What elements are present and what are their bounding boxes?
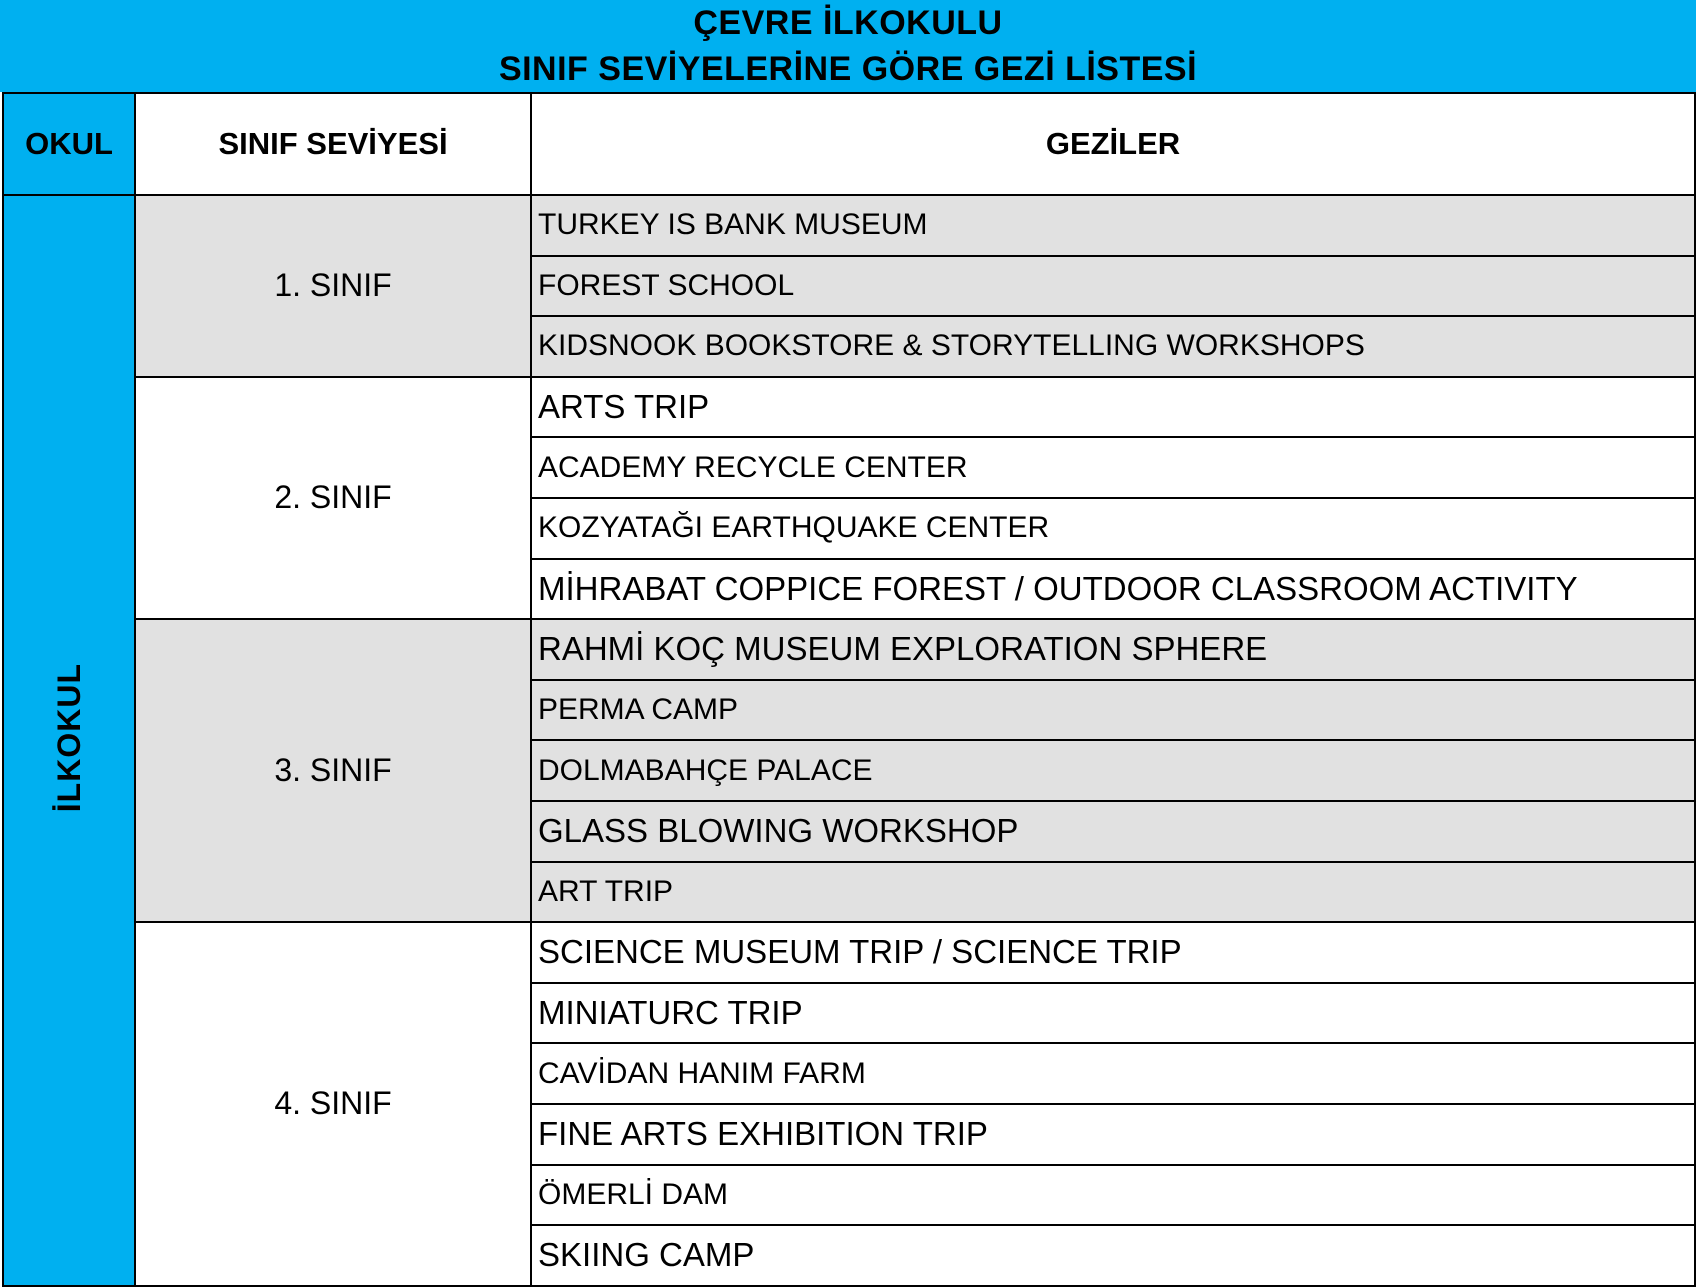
- trip-item: ART TRIP: [531, 862, 1695, 923]
- trip-item: MINIATURC TRIP: [531, 983, 1695, 1044]
- trip-item: ACADEMY RECYCLE CENTER: [531, 437, 1695, 498]
- table-row: [3, 922, 1695, 983]
- grade-label: 1. SINIF: [135, 195, 531, 377]
- header-grade: SINIF SEVİYESİ: [135, 93, 531, 195]
- grade-label: 3. SINIF: [135, 619, 531, 922]
- header-school: OKUL: [3, 93, 135, 195]
- trip-table: [2, 92, 1696, 1287]
- trip-item: SKIING CAMP: [531, 1225, 1695, 1286]
- grade-label: 2. SINIF: [135, 377, 531, 619]
- trip-item: CAVİDAN HANIM FARM: [531, 1043, 1695, 1104]
- table-row: [3, 619, 1695, 680]
- trip-item: ARTS TRIP: [531, 377, 1695, 438]
- table-row: [3, 195, 1695, 256]
- header-trips: GEZİLER: [531, 93, 1695, 195]
- trip-item: FINE ARTS EXHIBITION TRIP: [531, 1104, 1695, 1165]
- title-banner: [0, 0, 1696, 92]
- trip-item: SCIENCE MUSEUM TRIP / SCIENCE TRIP: [531, 922, 1695, 983]
- grade-label: 4. SINIF: [135, 922, 531, 1286]
- trip-item: KIDSNOOK BOOKSTORE & STORYTELLING WORKSHOPS: [531, 316, 1695, 377]
- trip-item: FOREST SCHOOL: [531, 256, 1695, 317]
- trip-item: PERMA CAMP: [531, 680, 1695, 741]
- list-title: SINIF SEVİYELERİNE GÖRE GEZİ LİSTESİ: [498, 50, 1198, 88]
- school-cell: [3, 195, 135, 1286]
- trip-item: GLASS BLOWING WORKSHOP: [531, 801, 1695, 862]
- trip-table-body: [3, 195, 1695, 1286]
- trip-item: KOZYATAĞI EARTHQUAKE CENTER: [531, 498, 1695, 559]
- trip-item: DOLMABAHÇE PALACE: [531, 740, 1695, 801]
- school-label: İLKOKUL: [50, 663, 87, 813]
- trip-item: MİHRABAT COPPICE FOREST / OUTDOOR CLASSROOM ACTIVITY: [531, 559, 1695, 620]
- table-row: [3, 377, 1695, 438]
- trip-item: RAHMİ KOÇ MUSEUM EXPLORATION SPHERE: [531, 619, 1695, 680]
- school-title: ÇEVRE İLKOKULU: [693, 4, 1003, 42]
- header-row: [3, 93, 1695, 195]
- trip-item: ÖMERLİ DAM: [531, 1165, 1695, 1226]
- trip-item: TURKEY IS BANK MUSEUM: [531, 195, 1695, 256]
